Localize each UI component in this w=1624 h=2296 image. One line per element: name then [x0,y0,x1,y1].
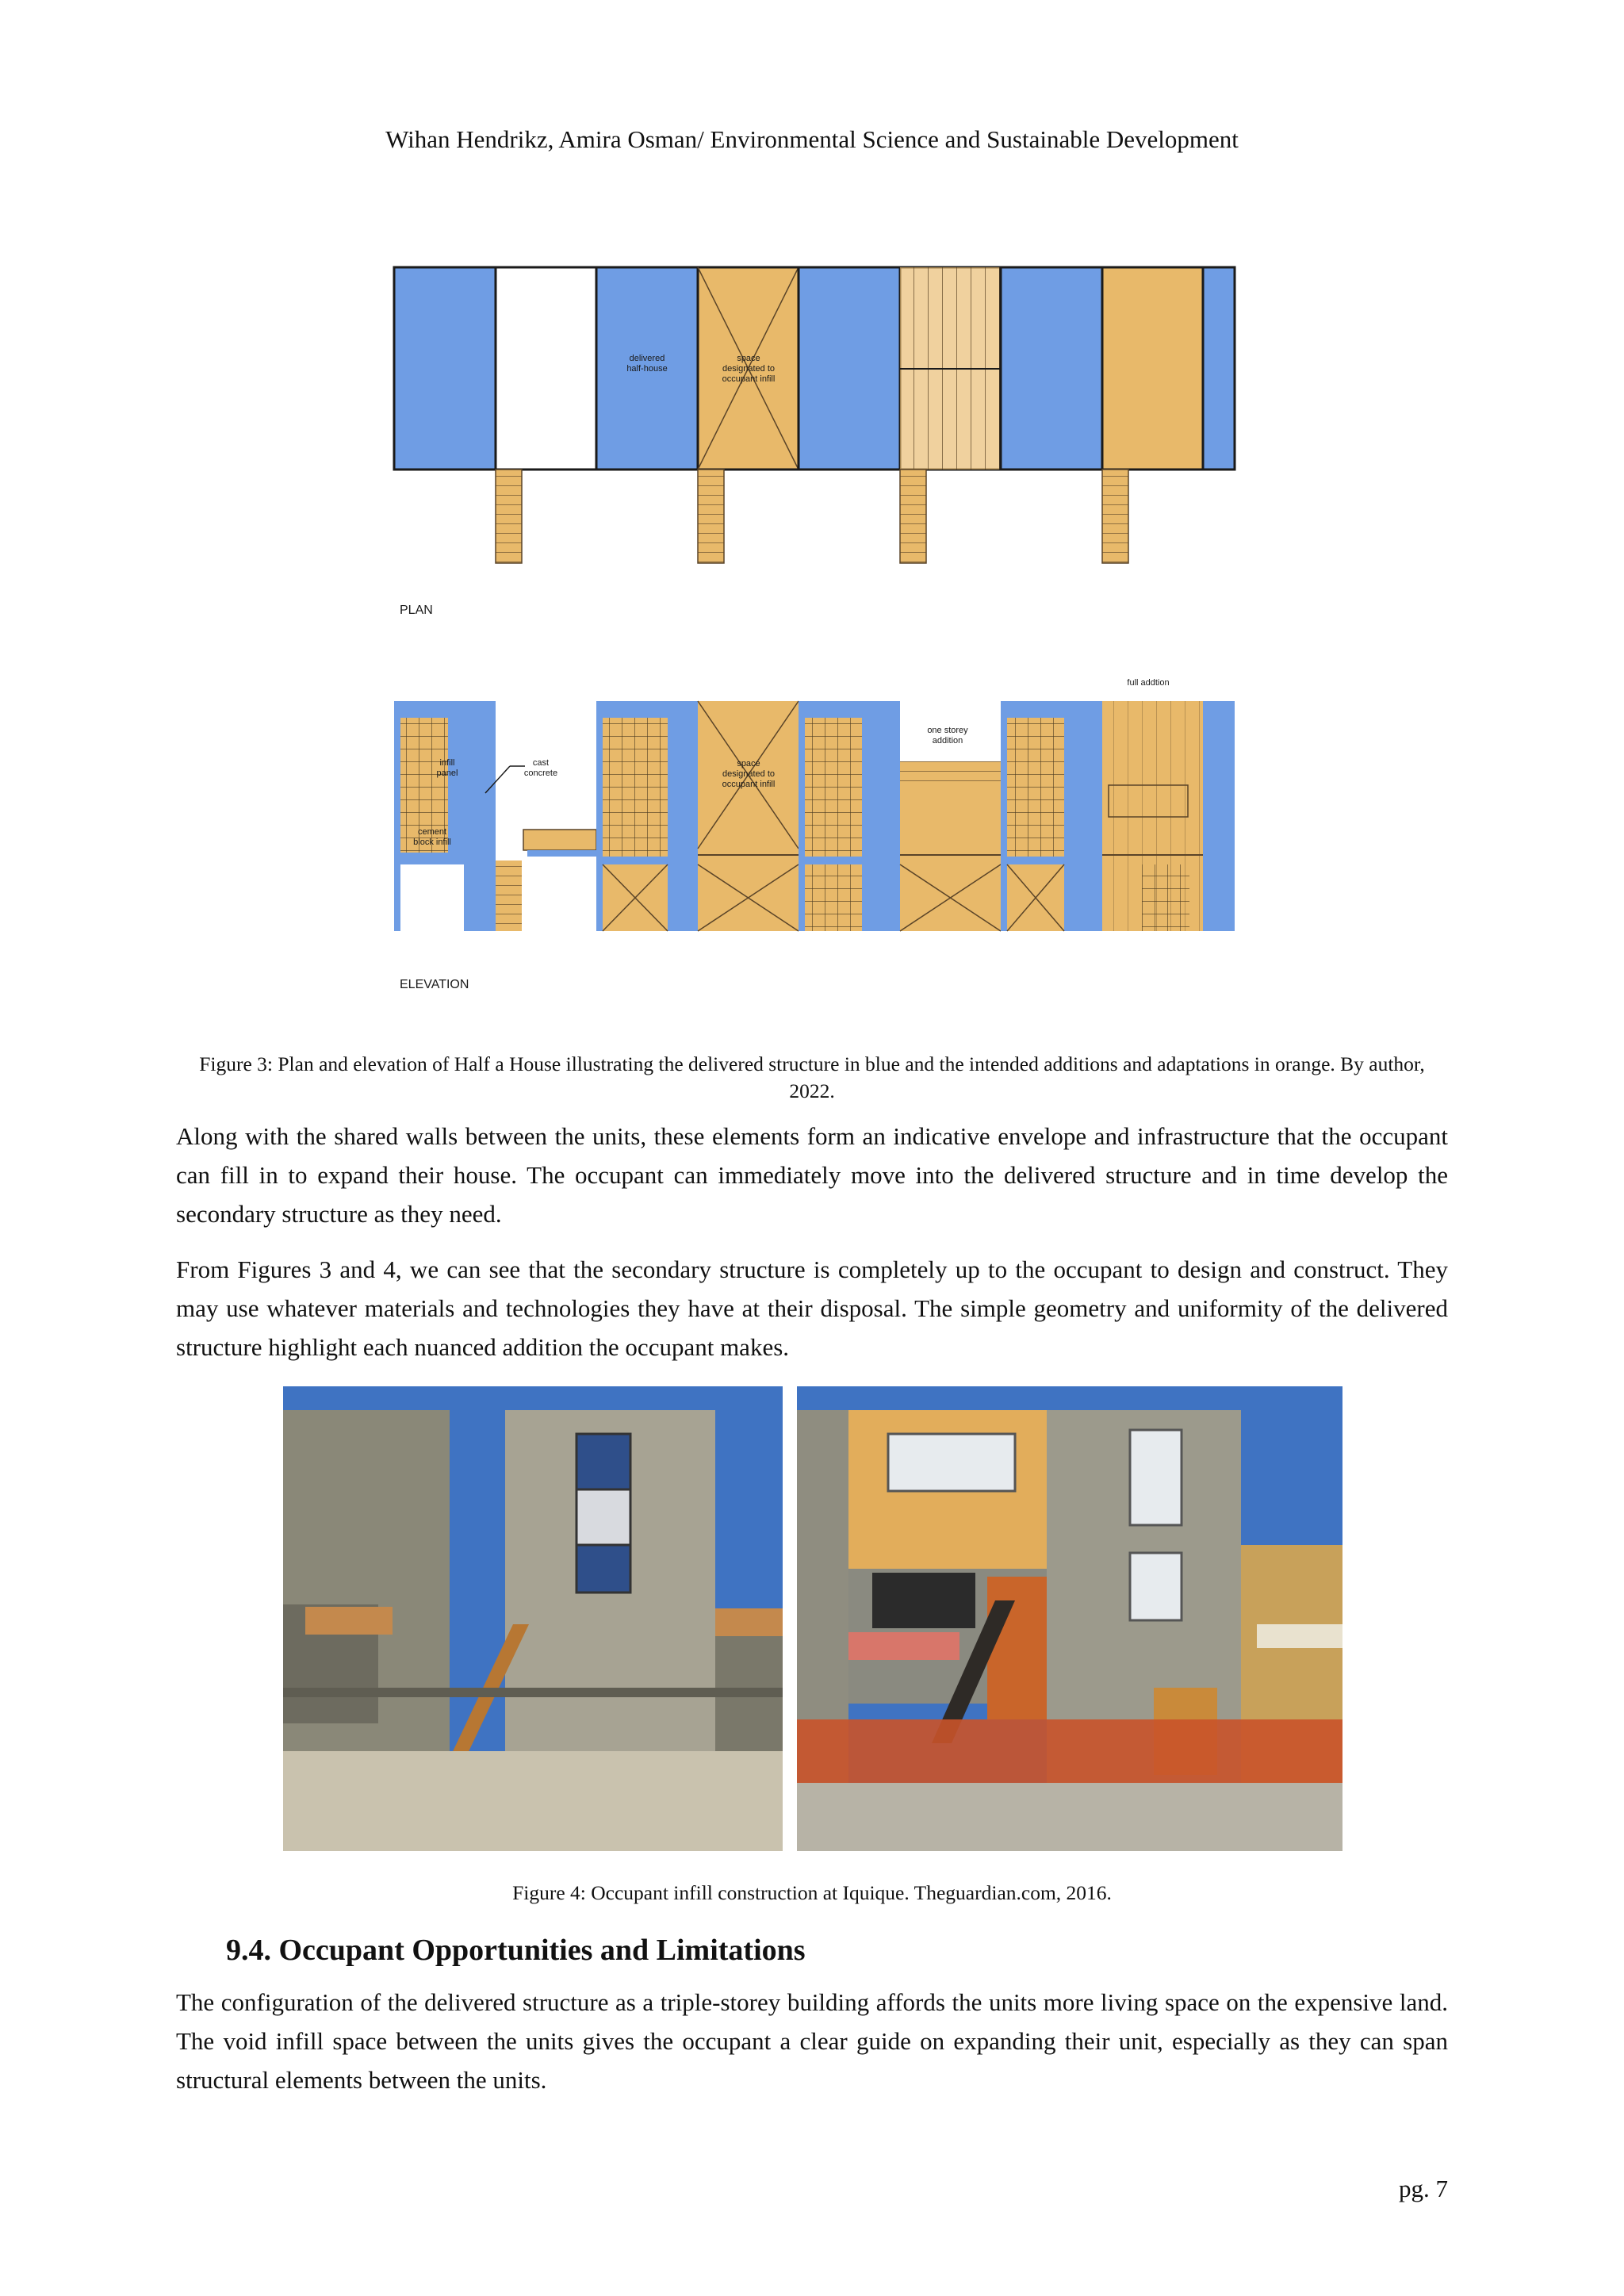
plan-bay-delivered [1001,267,1102,470]
paragraph-2: From Figures 3 and 4, we can see that the secondary structure is completely up to the occupant to design and construct. They may use whatever materials and technologies they have at their disposal. The simple geometry and uniformity of the delivered structure highlight each nuanced addition the occupant makes. [176,1255,1448,1361]
elev-annotation-infill-1: infill [439,758,455,768]
elevation-label: ELEVATION [400,978,469,991]
plan-annotation-delivered-2: half-house [626,364,668,374]
elev-annotation-space-3: occupant infill [722,780,776,789]
running-head: Wihan Hendrikz, Amira Osman/ Environmental Science and Sustainable Development [385,125,1239,153]
elev-annotation-space-2: designated to [722,769,776,779]
plan-annotation-delivered-1: delivered [629,354,665,363]
page-number: pg. 7 [1399,2175,1448,2202]
elev-annotation-space-1: space [737,759,760,769]
section-heading: 9.4. Occupant Opportunities and Limitations [226,1934,806,1967]
elev-annotation-cast-1: cast [532,758,550,768]
elev-annotation-one-storey-2: addition [932,736,963,746]
elev-annotation-cement-1: cement [417,827,447,837]
plan-bay-delivered [394,267,496,470]
plan-stairs [496,470,1128,563]
elev-annotation-full-addition: full addtion [1127,678,1170,688]
elev-annotation-cement-2: block infill [413,838,451,847]
figure-3-caption: Figure 3: Plan and elevation of Half a House illustrating the delivered structure in blue and the intended additions and adaptations in orange. By author, 2022. [199,1052,1425,1102]
paragraph-1: Along with the shared walls between the units, these elements form an indicative envelope and infrastructure that the occupant can fill in to expand their house. The occupant can immediately move into the delivered structure and in time develop the secondary structure as they need. [176,1122,1448,1228]
figure-4-photo-right [797,1386,1342,1851]
plan-bays [394,267,1235,470]
elev-annotation-infill-2: panel [436,769,458,778]
plan-annotation-space-3: occupant infill [722,374,776,384]
plan-label: PLAN [400,604,433,617]
figure-4-photo-left [283,1386,783,1851]
figure-4-caption: Figure 4: Occupant infill construction at Iquique. Theguardian.com, 2016. [512,1881,1112,1904]
elev-annotation-cast-2: concrete [523,769,558,778]
paragraph-3: The configuration of the delivered structure as a triple-storey building affords the units more living space on the expensive land. The void infill space between the units gives the occupant a clear guide on expanding their unit, especially as they can span structural elements between the units. [176,1988,1448,2094]
elev-annotation-one-storey-1: one storey [927,726,968,735]
plan-annotation-space-2: designated to [722,364,776,374]
plan-bay-delivered [1203,267,1235,470]
plan-bay-void [496,267,596,470]
plan-annotation-space-1: space [737,354,760,363]
plan-bay-delivered [799,267,900,470]
elevation-bays [394,701,1235,931]
plan-bay-infill [1102,267,1203,470]
figure-3-plan-elevation [393,258,1249,1007]
